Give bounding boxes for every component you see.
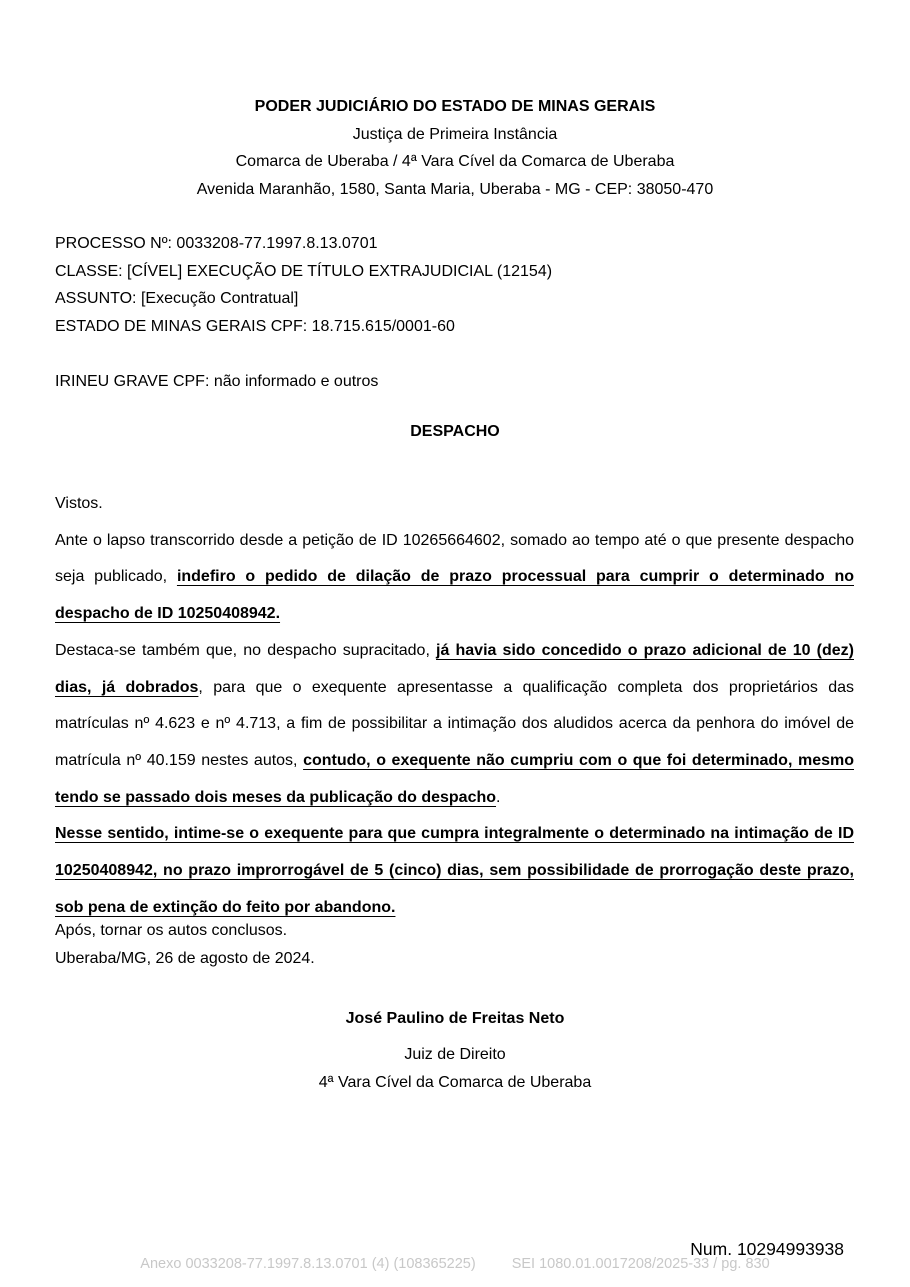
greeting: Vistos. [55,495,103,512]
document-header [0,93,910,203]
signature-block [0,1005,910,1097]
case-plaintiff: ESTADO DE MINAS GERAIS CPF: 18.715.615/0001-60 [55,317,455,335]
paragraph-1-text: Ante o lapso transcorrido desde a petição de ID 10265664602, somado ao tempo até o que presente despacho seja publicado, [55,531,854,586]
judge-role: Juiz de Direito [404,1046,506,1063]
paragraph-2-text-b: , para que o exequente apresentasse a qualificação completa dos proprietários das matrículas nº 4.623 e nº 4.713, a fim de possibilitar a intimação dos aludidos acerca da penhora do imóvel de matrícula nº 40.159 nestes autos, [55,678,854,769]
case-subject: ASSUNTO: [Execução Contratual] [55,290,299,307]
paragraph-2-emphasis-a: já havia sido concedido o prazo adicional de 10 (dez) dias, já dobrados [55,641,854,696]
paragraph-3 [55,816,854,926]
closing [55,917,315,973]
paragraph-2-text-c: . [496,788,501,806]
document-body [55,486,854,926]
closing-instruction: Após, tornar os autos conclusos. [55,922,288,939]
page-footer [0,1256,910,1272]
footer-annex: Anexo 0033208-77.1997.8.13.0701 (4) (108365225) [140,1256,476,1272]
document-number: Num. 10294993938 [690,1239,844,1259]
footer-sei: SEI 1080.01.0017208/2025-33 / pg. 830 [511,1256,770,1272]
paragraph-3-emphasis: Nesse sentido, intime-se o exequente para que cumpra integralmente o determinado na intimação de ID 10250408942, no prazo improrrogável de 5 (cinco) dias, sem possibilidade de prorrogação deste prazo, sob pena de extinção do feito por abandono. [55,825,854,916]
paragraph-1-emphasis: indefiro o pedido de dilação de prazo processual para cumprir o determinado no despacho de ID 10250408942. [55,568,854,623]
case-info [55,230,552,395]
court-name: PODER JUDICIÁRIO DO ESTADO DE MINAS GERAIS [254,98,656,115]
case-class: CLASSE: [CÍVEL] EXECUÇÃO DE TÍTULO EXTRAJUDICIAL (12154) [55,262,553,280]
court-district: Comarca de Uberaba / 4ª Vara Cível da Comarca de Uberaba [235,153,675,170]
paragraph-1 [55,523,854,633]
court-instance: Justiça de Primeira Instância [352,125,558,143]
paragraph-2 [55,633,854,817]
document-title: DESPACHO [410,423,500,440]
process-number: PROCESSO Nº: 0033208-77.1997.8.13.0701 [55,235,378,252]
paragraph-2-text-a: Destaca-se também que, no despacho supracitado, [55,641,437,659]
closing-date: Uberaba/MG, 26 de agosto de 2024. [55,950,315,967]
judge-name: José Paulino de Freitas Neto [345,1010,565,1027]
judge-court: 4ª Vara Cível da Comarca de Uberaba [318,1074,592,1091]
paragraph-2-emphasis-b: contudo, o exequente não cumpriu com o que foi determinado, mesmo tendo se passado dois meses da publicação do despacho [55,751,854,806]
case-defendant: IRINEU GRAVE CPF: não informado e outros [55,372,379,390]
court-address: Avenida Maranhão, 1580, Santa Maria, Uberaba - MG - CEP: 38050-470 [196,180,714,198]
